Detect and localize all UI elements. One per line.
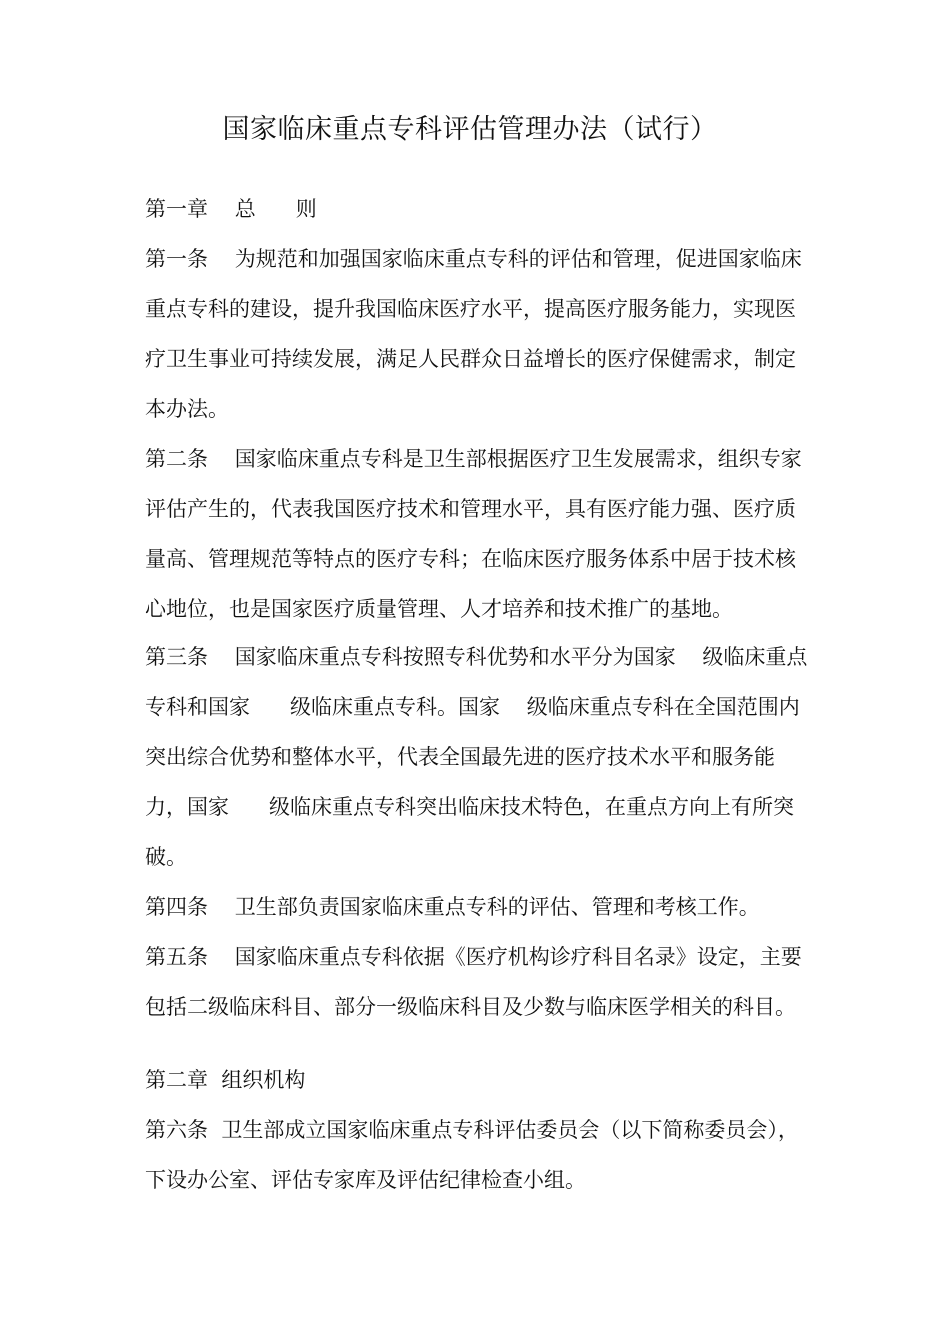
chapter-heading: 第一章 总 则 xyxy=(145,197,317,221)
paragraph-line: 心地位，也是国家医疗质量管理、人才培养和技术推广的基地。 xyxy=(145,597,733,621)
paragraph-line: 疗卫生事业可持续发展，满足人民群众日益增长的医疗保健需求，制定 xyxy=(145,347,796,371)
paragraph-line: 专科和国家 级临床重点专科。国家 级临床重点专科在全国范围内 xyxy=(145,695,800,719)
paragraph-line: 本办法。 xyxy=(145,397,229,421)
paragraph-line: 重点专科的建设，提升我国临床医疗水平，提高医疗服务能力，实现医 xyxy=(145,297,796,321)
paragraph-line: 第二条 国家临床重点专科是卫生部根据医疗卫生发展需求，组织专家 xyxy=(145,447,802,471)
paragraph-line: 评估产生的，代表我国医疗技术和管理水平，具有医疗能力强、医疗质 xyxy=(145,497,796,521)
document-title: 国家临床重点专科评估管理办法（试行） xyxy=(222,114,718,145)
paragraph-line: 量高、管理规范等特点的医疗专科；在临床医疗服务体系中居于技术核 xyxy=(145,547,796,571)
chapter-heading: 第二章 组织机构 xyxy=(145,1068,306,1092)
paragraph-line: 力，国家 级临床重点专科突出临床技术特色，在重点方向上有所突 xyxy=(145,795,795,819)
paragraph-line: 第三条 国家临床重点专科按照专科优势和水平分为国家 级临床重点 xyxy=(145,645,808,669)
paragraph-line: 包括二级临床科目、部分一级临床科目及少数与临床医学相关的科目。 xyxy=(145,995,796,1019)
paragraph-line: 突出综合优势和整体水平，代表全国最先进的医疗技术水平和服务能 xyxy=(145,745,775,769)
paragraph-line: 第五条 国家临床重点专科依据《医疗机构诊疗科目名录》设定，主要 xyxy=(145,945,802,969)
paragraph-line: 破。 xyxy=(145,845,187,869)
paragraph-line: 第四条 卫生部负责国家临床重点专科的评估、管理和考核工作。 xyxy=(145,895,760,919)
paragraph-line: 第六条 卫生部成立国家临床重点专科评估委员会（以下简称委员会）， xyxy=(145,1118,799,1142)
paragraph-line: 下设办公室、评估专家库及评估纪律检查小组。 xyxy=(145,1168,586,1192)
paragraph-line: 第一条 为规范和加强国家临床重点专科的评估和管理，促进国家临床 xyxy=(145,247,802,271)
